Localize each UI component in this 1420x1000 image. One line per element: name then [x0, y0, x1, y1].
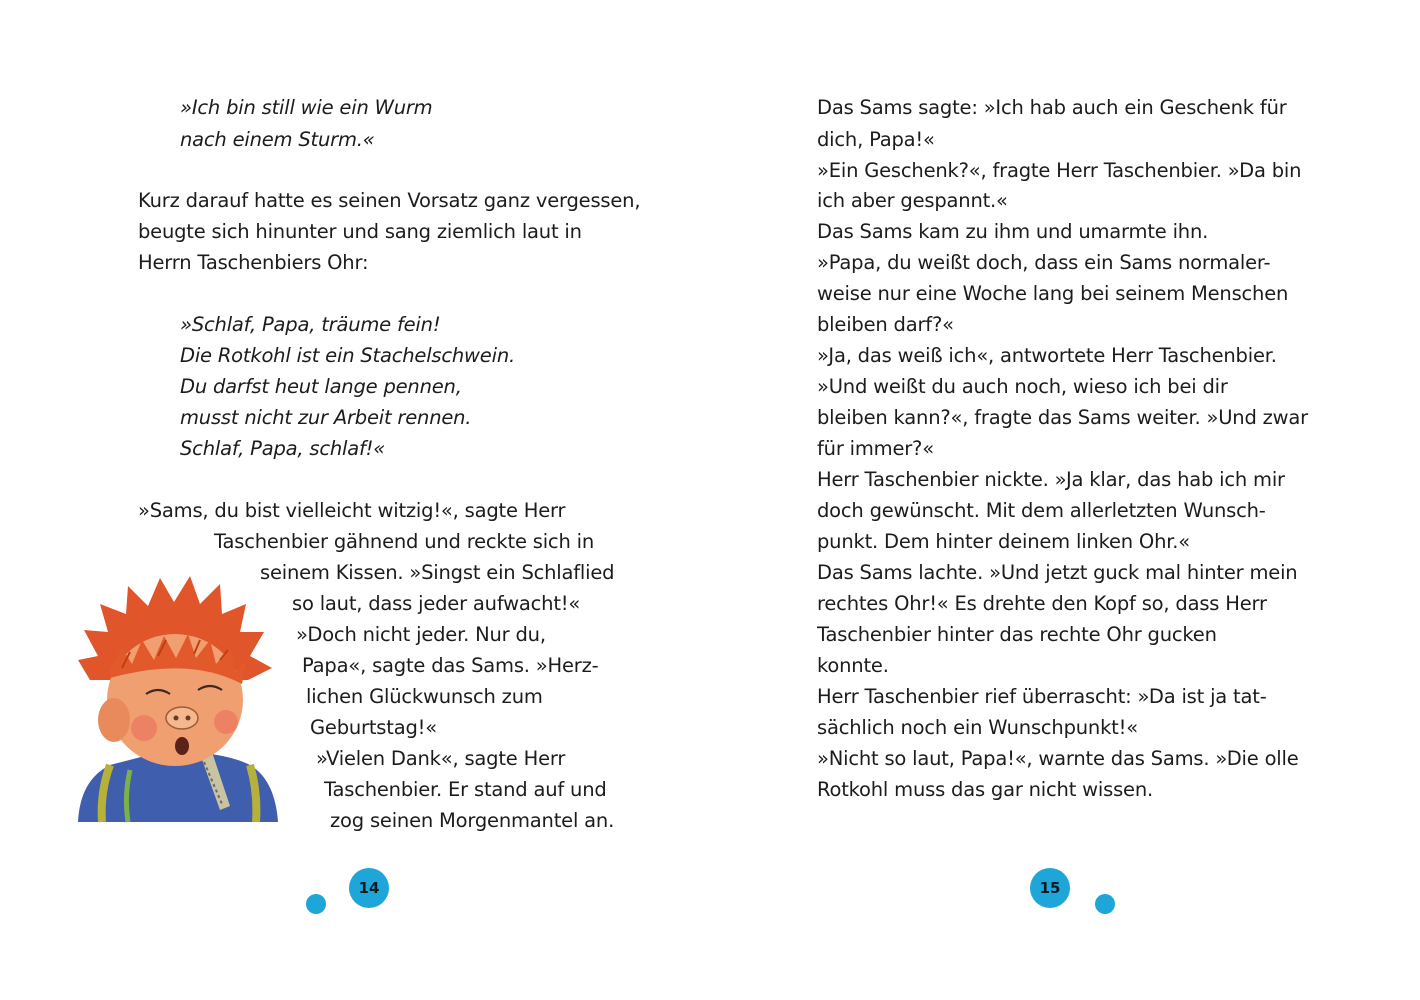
text-line: Kurz darauf hatte es seinen Vorsatz ganz vergessen, — [138, 189, 641, 212]
text-line: ich aber gespannt.« — [817, 189, 1008, 212]
text-line: »Nicht so laut, Papa!«, warnte das Sams. »Die olle — [817, 747, 1299, 770]
text-line: Papa«, sagte das Sams. »Herz- — [302, 654, 599, 677]
text-line: bleiben kann?«, fragte das Sams weiter. »Und zwar — [817, 406, 1308, 429]
text-line: konnte. — [817, 654, 889, 677]
verse-line: Du darfst heut lange pennen, — [180, 375, 462, 398]
text-line: »Doch nicht jeder. Nur du, — [296, 623, 546, 646]
text-line: Das Sams kam zu ihm und umarmte ihn. — [817, 220, 1209, 243]
sams-illustration — [70, 560, 285, 835]
verse-line: Schlaf, Papa, schlaf!« — [180, 437, 386, 460]
text-line: lichen Glückwunsch zum — [306, 685, 543, 708]
dot-icon — [306, 894, 326, 914]
text-line: Herr Taschenbier nickte. »Ja klar, das hab ich mir — [817, 468, 1285, 491]
page-number-badge — [300, 868, 400, 918]
text-line: Das Sams lachte. »Und jetzt guck mal hinter mein — [817, 561, 1298, 584]
verse-line: »Ich bin still wie ein Wurm — [180, 96, 433, 119]
text-line: punkt. Dem hinter deinem linken Ohr.« — [817, 530, 1190, 553]
text-line: seinem Kissen. »Singst ein Schlaflied — [260, 561, 615, 584]
text-line: dich, Papa!« — [817, 128, 935, 151]
verse-line: Die Rotkohl ist ein Stachelschwein. — [180, 344, 515, 367]
page-number-badge — [1030, 868, 1130, 918]
text-line: Herrn Taschenbiers Ohr: — [138, 251, 369, 274]
text-line: sächlich noch ein Wunschpunkt!« — [817, 716, 1138, 739]
text-line: »Ein Geschenk?«, fragte Herr Taschenbier. »Da bin — [817, 159, 1302, 182]
text-line: Geburtstag!« — [310, 716, 437, 739]
verse-line: musst nicht zur Arbeit rennen. — [180, 406, 472, 429]
text-line: Rotkohl muss das gar nicht wissen. — [817, 778, 1153, 801]
verse-line: »Schlaf, Papa, träume fein! — [180, 313, 441, 336]
text-line: »Sams, du bist vielleicht witzig!«, sagte Herr — [138, 499, 566, 522]
text-line: Das Sams sagte: »Ich hab auch ein Geschenk für — [817, 96, 1287, 119]
verse-line: nach einem Sturm.« — [180, 128, 375, 151]
text-line: »Papa, du weißt doch, dass ein Sams normaler- — [817, 251, 1271, 274]
page-number: 15 — [1030, 868, 1070, 908]
page-number: 14 — [349, 868, 389, 908]
text-line: beugte sich hinunter und sang ziemlich laut in — [138, 220, 582, 243]
text-line: für immer?« — [817, 437, 934, 460]
text-line: »Ja, das weiß ich«, antwortete Herr Taschenbier. — [817, 344, 1277, 367]
text-line: bleiben darf?« — [817, 313, 954, 336]
right-page — [710, 0, 1420, 1000]
text-line: weise nur eine Woche lang bei seinem Menschen — [817, 282, 1289, 305]
text-line: Taschenbier hinter das rechte Ohr gucken — [817, 623, 1217, 646]
text-line: Taschenbier gähnend und reckte sich in — [214, 530, 594, 553]
text-line: Herr Taschenbier rief überrascht: »Da ist ja tat- — [817, 685, 1267, 708]
dot-icon — [1095, 894, 1115, 914]
text-line: »Und weißt du auch noch, wieso ich bei dir — [817, 375, 1228, 398]
text-line: Taschenbier. Er stand auf und — [324, 778, 607, 801]
text-line: rechtes Ohr!« Es drehte den Kopf so, dass Herr — [817, 592, 1267, 615]
text-line: »Vielen Dank«, sagte Herr — [316, 747, 566, 770]
text-line: so laut, dass jeder aufwacht!« — [292, 592, 581, 615]
text-line: doch gewünscht. Mit dem allerletzten Wunsch- — [817, 499, 1266, 522]
text-line: zog seinen Morgenmantel an. — [330, 809, 615, 832]
